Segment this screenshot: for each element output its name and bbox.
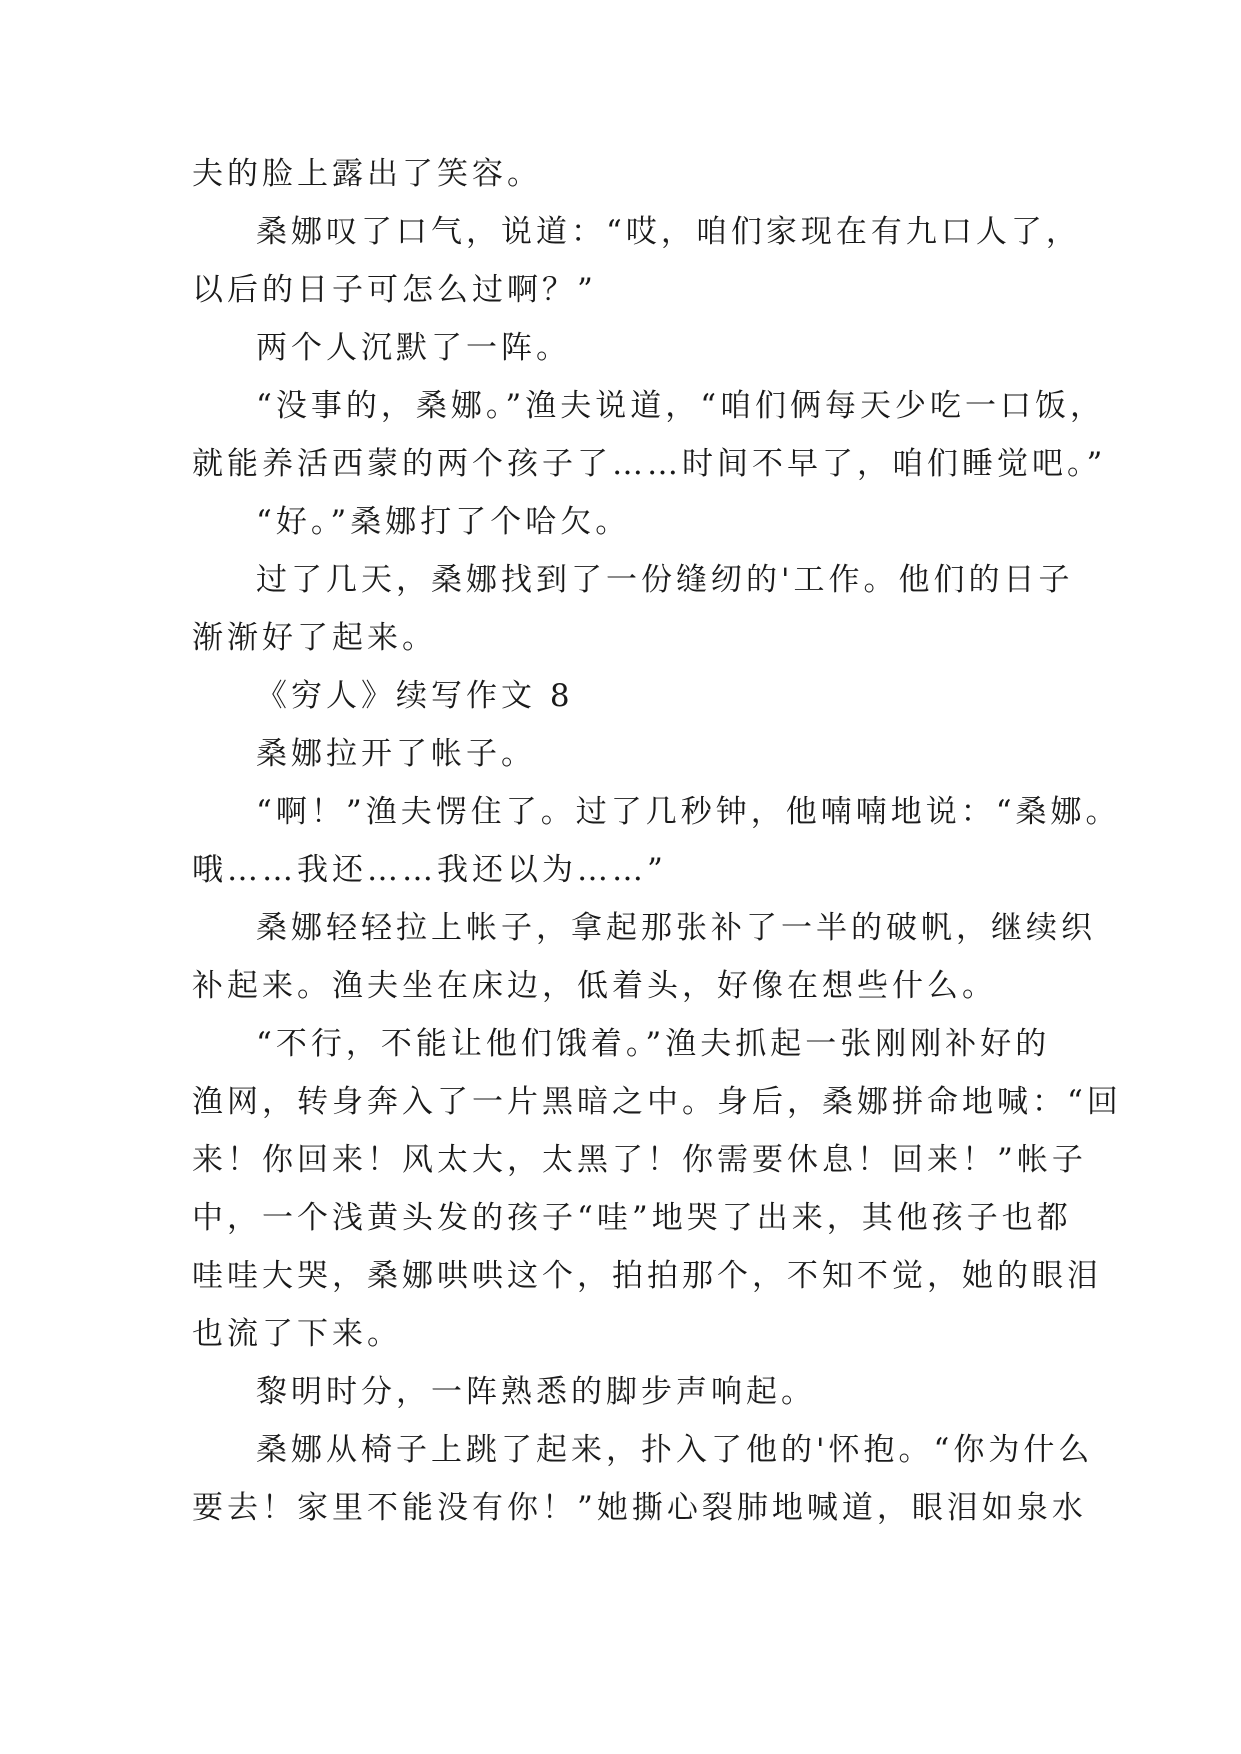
text-line: 哇哇大哭，桑娜哄哄这个，拍拍那个，不知不觉，她的眼泪: [192, 1258, 1102, 1294]
text-line: 补起来。渔夫坐在床边，低着头，好像在想些什么。: [192, 968, 997, 1004]
text-line: 桑娜拉开了帐子。: [256, 736, 536, 772]
text-line: 中，一个浅黄头发的孩子“哇”地哭了出来，其他孩子也都: [192, 1200, 1072, 1236]
text-line: “啊！”渔夫愣住了。过了几秒钟，他喃喃地说：“桑娜。: [256, 794, 1121, 830]
text-line: 以后的日子可怎么过啊？”: [192, 272, 597, 308]
text-line: 桑娜轻轻拉上帐子，拿起那张补了一半的破帆，继续织: [256, 910, 1096, 946]
text-line: 要去！家里不能没有你！”她撕心裂肺地喊道，眼泪如泉水: [192, 1490, 1087, 1526]
text-line: 哦……我还……我还以为……”: [192, 852, 667, 888]
text-line: 来！你回来！风太大，太黑了！你需要休息！回来！”帐子: [192, 1142, 1087, 1178]
text-line: 就能养活西蒙的两个孩子了……时间不早了，咱们睡觉吧。”: [192, 446, 1107, 482]
text-line: 渐渐好了起来。: [192, 620, 437, 656]
text-line: 也流了下来。: [192, 1316, 402, 1352]
text-line: 黎明时分，一阵熟悉的脚步声响起。: [256, 1374, 816, 1410]
text-line: 桑娜从椅子上跳了起来，扑入了他的'怀抱。“你为什么: [256, 1432, 1094, 1468]
text-line: 夫的脸上露出了笑容。: [192, 156, 542, 192]
text-line: 桑娜叹了口气，说道：“哎，咱们家现在有九口人了，: [256, 214, 1081, 250]
text-line: “不行，不能让他们饿着。”渔夫抓起一张刚刚补好的: [256, 1026, 1051, 1062]
text-line: “没事的，桑娜。”渔夫说道，“咱们俩每天少吃一口饭，: [256, 388, 1106, 424]
section-heading: 《穷人》续写作文 8: [256, 678, 574, 714]
text-line: “好。”桑娜打了个哈欠。: [256, 504, 631, 540]
text-line: 两个人沉默了一阵。: [256, 330, 571, 366]
text-line: 过了几天，桑娜找到了一份缝纫的'工作。他们的日子: [256, 562, 1074, 598]
text-line: 渔网，转身奔入了一片黑暗之中。身后，桑娜拼命地喊：“回: [192, 1084, 1122, 1120]
